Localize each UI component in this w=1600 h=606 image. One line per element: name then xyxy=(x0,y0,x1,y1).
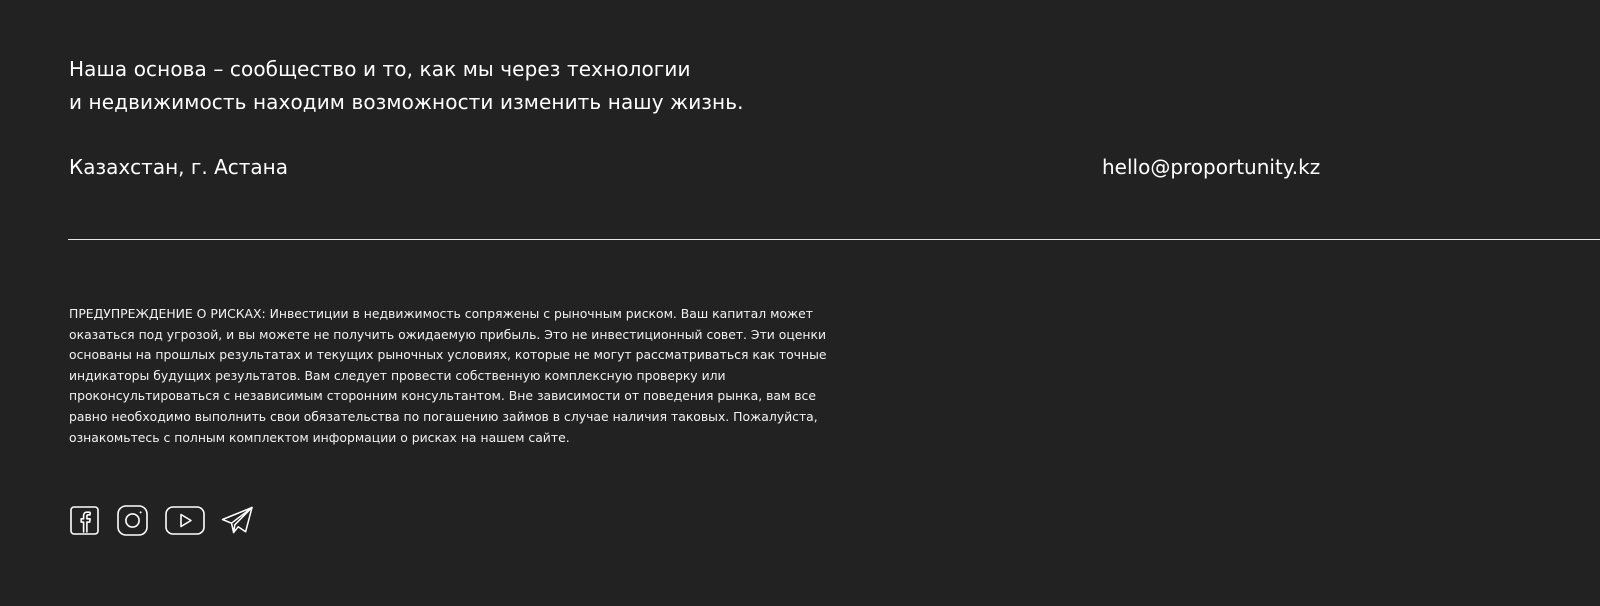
social-links xyxy=(69,503,253,537)
risk-warning-text: ПРЕДУПРЕЖДЕНИЕ О РИСКАХ: Инвестиции в недвижимость сопряжены с рыночным риском. Ваш капитал может оказаться под угрозой, и вы можете не получить ожидаемую прибыль. Это не инвестиционный совет. Эти оценки основаны на прошлых результатах и текущих рыночных условиях, которые не могут рассматриваться как точные индикаторы будущих результатов. Вам следует провести собственную комплексную проверку или проконсультироваться с независимым сторонним консультантом. Вне зависимости от поведения рынка, вам все равно необходимо выполнить свои обязательства по погашению займов в случае наличия таковых. Пожалуйста, ознакомьтесь с полным комплектом информации о рисках на нашем сайте. xyxy=(69,306,827,445)
telegram-link[interactable] xyxy=(221,503,253,537)
facebook-icon xyxy=(70,506,99,535)
email-link[interactable]: hello@proportunity.kz xyxy=(1102,155,1321,179)
mission-line-2: и недвижимость находим возможности изменить нашу жизнь. xyxy=(69,90,744,114)
youtube-link[interactable] xyxy=(165,503,205,537)
instagram-icon xyxy=(117,505,148,536)
telegram-icon xyxy=(221,506,253,535)
mission-statement xyxy=(69,53,769,119)
youtube-icon xyxy=(165,506,205,535)
facebook-link[interactable] xyxy=(69,503,99,537)
location-text: Казахстан, г. Астана xyxy=(69,155,289,179)
mission-line-1: Наша основа – сообщество и то, как мы через технологии xyxy=(69,57,691,81)
footer-divider xyxy=(68,239,1600,240)
instagram-link[interactable] xyxy=(116,503,148,537)
